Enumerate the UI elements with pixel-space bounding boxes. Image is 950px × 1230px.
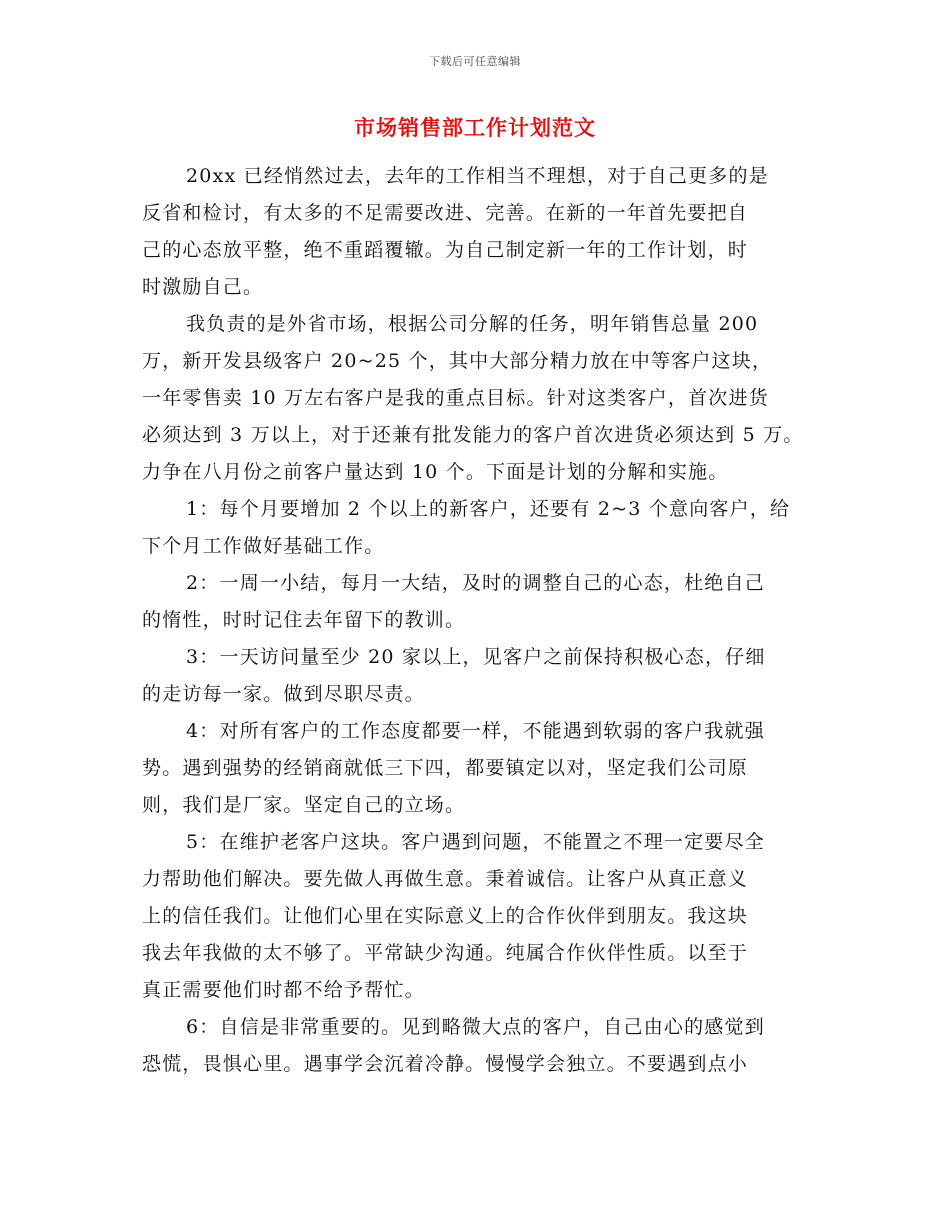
document-title: 市场销售部工作计划范文 bbox=[354, 115, 596, 140]
text-line: 的走访每一家。做到尽职尽责。 bbox=[142, 683, 425, 705]
text-line: 下个月工作做好基础工作。 bbox=[142, 535, 385, 557]
text-line: 20xx 已经悄然过去，去年的工作相当不理想，对于自己更多的是 bbox=[186, 165, 769, 187]
text-line: 真正需要他们时都不给予帮忙。 bbox=[142, 979, 425, 1001]
header-note: 下载后可任意编辑 bbox=[429, 55, 521, 68]
text-line: 4：对所有客户的工作态度都要一样，不能遇到软弱的客户我就强 bbox=[186, 720, 765, 742]
text-line: 则，我们是厂家。坚定自己的立场。 bbox=[142, 794, 466, 816]
text-line: 势。遇到强势的经销商就低三下四，都要镇定以对，坚定我们公司原 bbox=[142, 757, 749, 779]
text-line: 万，新开发县级客户 20~25 个，其中大部分精力放在中等客户这块， bbox=[142, 350, 773, 372]
text-line: 一年零售卖 10 万左右客户是我的重点目标。针对这类客户，首次进货 bbox=[142, 387, 769, 409]
text-line: 我负责的是外省市场，根据公司分解的任务，明年销售总量 200 bbox=[186, 313, 759, 335]
text-line: 必须达到 3 万以上，对于还兼有批发能力的客户首次进货必须达到 5 万。 bbox=[142, 424, 804, 446]
text-line: 5：在维护老客户这块。客户遇到问题，不能置之不理一定要尽全 bbox=[186, 831, 765, 853]
document-body bbox=[142, 158, 822, 1083]
text-line: 己的心态放平整，绝不重蹈覆辙。为自己制定新一年的工作计划，时 bbox=[142, 239, 749, 261]
text-line: 时激励自己。 bbox=[142, 276, 264, 298]
text-line: 反省和检讨，有太多的不足需要改进、完善。在新的一年首先要把自 bbox=[142, 202, 749, 224]
text-line: 力争在八月份之前客户量达到 10 个。下面是计划的分解和实施。 bbox=[142, 461, 729, 483]
text-line: 3：一天访问量至少 20 家以上，见客户之前保持积极心态，仔细 bbox=[186, 646, 766, 668]
text-line: 2：一周一小结，每月一大结，及时的调整自己的心态，杜绝自己 bbox=[186, 572, 765, 594]
text-line: 6：自信是非常重要的。见到略微大点的客户，自己由心的感觉到 bbox=[186, 1016, 765, 1038]
text-line: 的惰性，时时记住去年留下的教训。 bbox=[142, 609, 466, 631]
text-line: 恐慌，畏惧心里。遇事学会沉着冷静。慢慢学会独立。不要遇到点小 bbox=[142, 1053, 749, 1075]
text-line: 1：每个月要增加 2 个以上的新客户，还要有 2~3 个意向客户，给 bbox=[186, 498, 791, 520]
text-line: 我去年我做的太不够了。平常缺少沟通。纯属合作伙伴性质。以至于 bbox=[142, 942, 749, 964]
text-line: 力帮助他们解决。要先做人再做生意。秉着诚信。让客户从真正意义 bbox=[142, 868, 749, 890]
text-line: 上的信任我们。让他们心里在实际意义上的合作伙伴到朋友。我这块 bbox=[142, 905, 749, 927]
